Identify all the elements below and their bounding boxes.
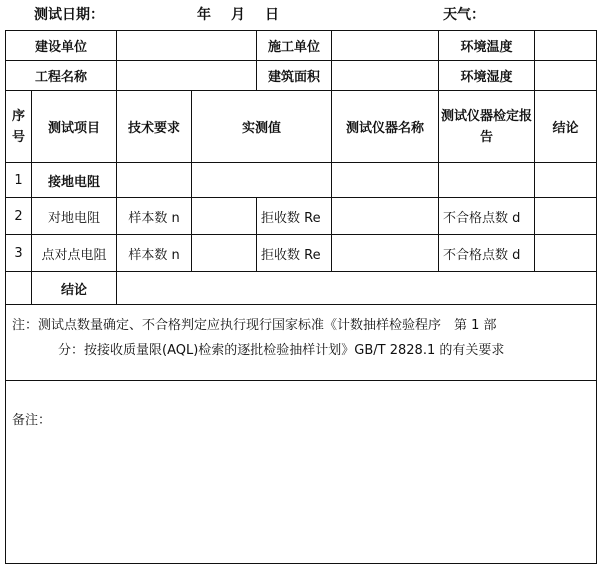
note-line-2: 分：按接收质量限(AQL)检索的逐批检验抽样计划》GB/T 2828.1 的有关要求 <box>58 343 505 358</box>
conclusion-row-label: 结论 <box>32 272 117 305</box>
conclusion-row-value[interactable] <box>117 272 597 305</box>
table-row <box>6 163 597 198</box>
sample-size-value[interactable] <box>192 198 257 235</box>
conclusion-header: 结论 <box>535 91 597 163</box>
row-seq: 2 <box>6 198 32 235</box>
row-cell[interactable] <box>535 163 597 198</box>
instrument-header: 测试仪器名称 <box>332 91 439 163</box>
reject-number-label: 拒收数 Re <box>257 198 332 235</box>
row-item: 对地电阻 <box>32 198 117 235</box>
row-item: 接地电阻 <box>32 163 117 198</box>
fail-count-label: 不合格点数 d <box>439 235 535 272</box>
row-item: 点对点电阻 <box>32 235 117 272</box>
tech-req-header: 技术要求 <box>117 91 192 163</box>
project-name-label: 工程名称 <box>6 61 117 91</box>
reject-number-label: 拒收数 Re <box>257 235 332 272</box>
env-humidity-label: 环境湿度 <box>439 61 535 91</box>
sample-size-label: 样本数 n <box>117 235 192 272</box>
weather-label: 天气： <box>443 7 485 23</box>
row-cell[interactable] <box>332 198 439 235</box>
seq-header: 序号 <box>6 91 32 163</box>
row-cell[interactable] <box>332 163 439 198</box>
env-temp-label: 环境温度 <box>439 31 535 61</box>
row-cell[interactable] <box>117 163 192 198</box>
env-temp-value[interactable] <box>535 31 597 61</box>
env-humidity-value[interactable] <box>535 61 597 91</box>
form-header <box>0 0 600 26</box>
info-row-2 <box>6 61 597 91</box>
row-cell[interactable] <box>332 235 439 272</box>
conclusion-row <box>6 272 597 305</box>
row-seq: 1 <box>6 163 32 198</box>
row-seq: 3 <box>6 235 32 272</box>
day-label: 日 <box>265 7 279 23</box>
info-row-1 <box>6 31 597 61</box>
construction-unit-label: 建设单位 <box>6 31 117 61</box>
row-cell[interactable] <box>535 235 597 272</box>
project-name-value[interactable] <box>117 61 257 91</box>
remarks-label: 备注： <box>12 413 52 428</box>
row-cell[interactable] <box>439 163 535 198</box>
row-cell[interactable] <box>192 163 332 198</box>
remarks-row <box>6 381 597 564</box>
building-area-value[interactable] <box>332 61 439 91</box>
builder-unit-value[interactable] <box>332 31 439 61</box>
note-text <box>6 305 597 381</box>
row-cell[interactable] <box>535 198 597 235</box>
cal-report-header: 测试仪器检定报告 <box>439 91 535 163</box>
note-row <box>6 305 597 381</box>
sample-size-value[interactable] <box>192 235 257 272</box>
conclusion-row-blank <box>6 272 32 305</box>
construction-unit-value[interactable] <box>117 31 257 61</box>
month-label: 月 <box>231 7 245 23</box>
note-line-1: 注：测试点数量确定、不合格判定应执行现行国家标准《计数抽样检验程序 第 1 部 <box>12 318 497 333</box>
fail-count-label: 不合格点数 d <box>439 198 535 235</box>
table-row <box>6 235 597 272</box>
item-header: 测试项目 <box>32 91 117 163</box>
builder-unit-label: 施工单位 <box>257 31 332 61</box>
year-label: 年 <box>197 7 211 23</box>
table-row <box>6 198 597 235</box>
building-area-label: 建筑面积 <box>257 61 332 91</box>
remarks-cell[interactable] <box>6 381 597 564</box>
column-header-row <box>6 91 597 163</box>
test-record-table <box>5 30 597 564</box>
measured-header: 实测值 <box>192 91 332 163</box>
sample-size-label: 样本数 n <box>117 198 192 235</box>
test-date-label: 测试日期： <box>34 7 104 23</box>
